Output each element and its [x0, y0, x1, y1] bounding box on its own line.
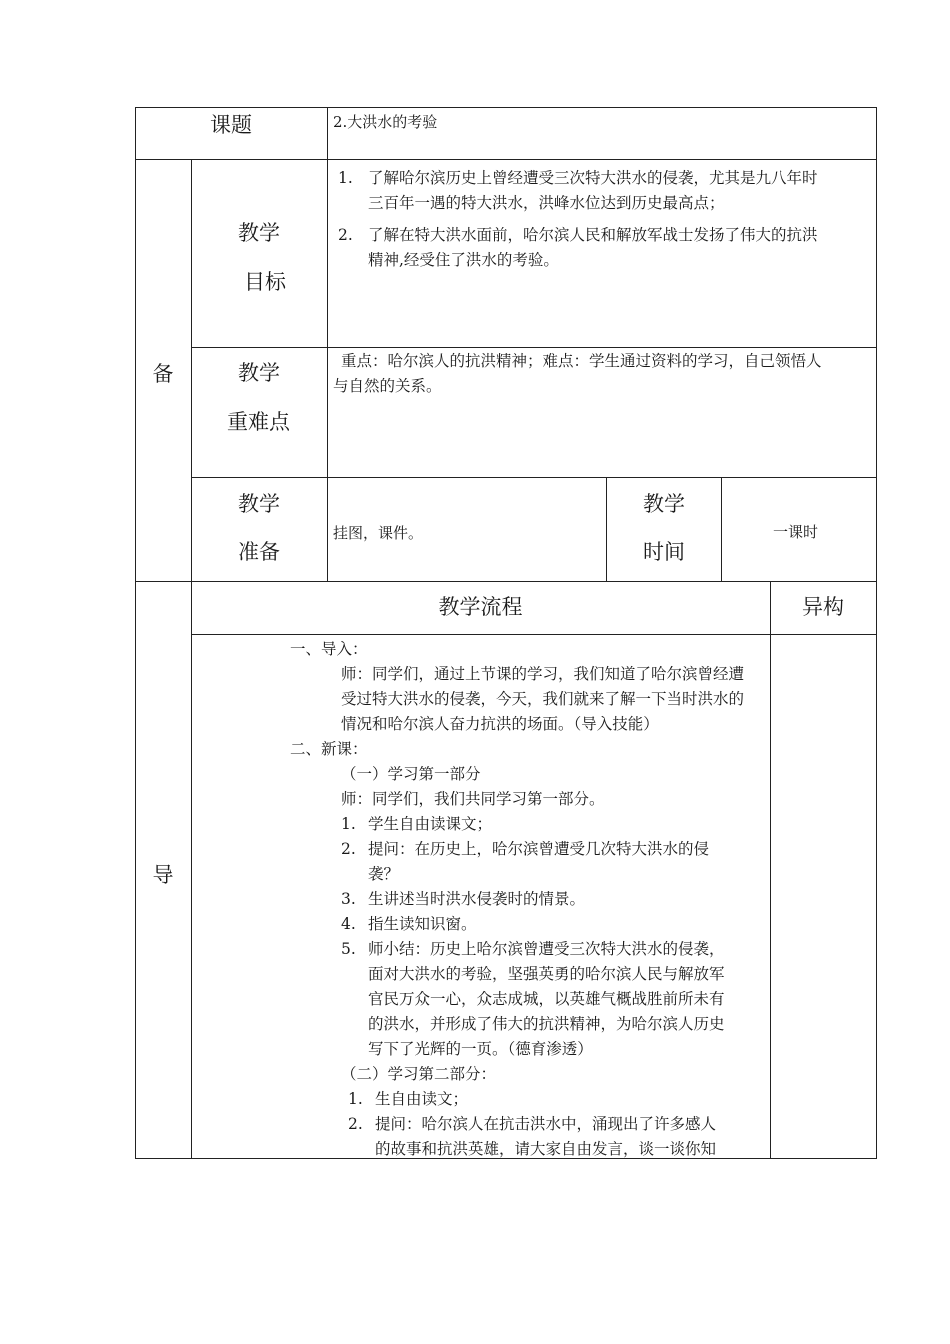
section-1-title: 一、导入：	[290, 640, 368, 658]
section-1-line: 受过特大洪水的侵袭，今天，我们就来了解一下当时洪水的	[341, 690, 745, 708]
list-item	[348, 1087, 468, 1112]
list-line: 提问：哈尔滨人在抗击洪水中，涌现出了许多感人	[375, 1115, 717, 1133]
time-value: 一课时	[773, 523, 819, 541]
list-line: 指生读知识窗。	[368, 915, 477, 933]
list-line: 的故事和抗洪英雄，请大家自由发言，谈一谈你知	[375, 1140, 717, 1158]
table-border-right	[876, 107, 877, 1159]
list-item	[341, 887, 585, 912]
goal-line: 精神,经受住了洪水的考验。	[368, 251, 559, 269]
goal-item	[338, 166, 818, 216]
divider-time-mid	[721, 477, 722, 582]
time-label-line2: 时间	[643, 540, 685, 564]
divider-flow-header-bottom	[191, 634, 877, 635]
prepare-label-line1: 教学	[238, 492, 280, 516]
flow-header: 教学流程	[438, 595, 523, 619]
divider-topic-vertical	[327, 107, 328, 159]
divider-prep-side	[191, 159, 192, 1159]
goals-label-line1: 教学	[238, 221, 280, 245]
goals-label-line2: 目标	[244, 270, 286, 294]
list-item	[341, 837, 709, 887]
goal-item	[338, 223, 818, 273]
part-1-intro: 师：同学们，我们共同学习第一部分。	[341, 790, 605, 808]
key-label-line1: 教学	[238, 361, 280, 385]
divider-prep-label	[327, 159, 328, 582]
alt-header: 异构	[802, 595, 844, 619]
table-border-left	[135, 107, 136, 1159]
table-border-top	[135, 107, 877, 108]
section-2-title: 二、新课：	[290, 740, 368, 758]
list-number: 4.	[341, 915, 356, 933]
topic-label: 课题	[210, 113, 252, 137]
list-number: 2.	[341, 840, 356, 858]
list-item	[341, 912, 477, 937]
part-2-title: （二）学习第二部分：	[341, 1065, 497, 1083]
key-points-line: 与自然的关系。	[333, 377, 442, 395]
topic-value: 2.大洪水的考验	[333, 113, 438, 131]
goal-line: 了解在特大洪水面前，哈尔滨人民和解放军战士发扬了伟大的抗洪	[368, 226, 818, 244]
goal-line: 三百年一遇的特大洪水，洪峰水位达到历史最高点；	[368, 194, 725, 212]
prepare-label-line2: 准备	[238, 540, 280, 564]
list-line: 袭？	[368, 865, 400, 883]
list-line: 写下了光辉的一页。（德育渗透）	[368, 1040, 593, 1058]
divider-prepare-mid	[606, 477, 607, 582]
list-line: 的洪水，并形成了伟大的抗洪精神，为哈尔滨人历史	[368, 1015, 725, 1033]
list-item	[348, 1112, 716, 1162]
list-line: 生自由读文；	[375, 1090, 469, 1108]
list-number: 3.	[341, 890, 356, 908]
key-points-line: 重点：哈尔滨人的抗洪精神；难点：学生通过资料的学习，自己领悟人	[341, 352, 822, 370]
prep-side-label: 备	[152, 362, 174, 386]
list-number: 2.	[348, 1115, 363, 1133]
list-line: 生讲述当时洪水侵袭时的情景。	[368, 890, 586, 908]
list-line: 官民万众一心，众志成城，以英雄气概战胜前所未有	[368, 990, 725, 1008]
list-number: 1.	[348, 1090, 363, 1108]
section-1-line: 师：同学们，通过上节课的学习，我们知道了哈尔滨曾经遭	[341, 665, 745, 683]
list-item	[341, 812, 492, 837]
list-number: 5.	[341, 940, 356, 958]
goal-line: 了解哈尔滨历史上曾经遭受三次特大洪水的侵袭，尤其是九八年时	[368, 169, 818, 187]
guide-side-label: 导	[152, 863, 174, 887]
key-label-line2: 重难点	[227, 410, 290, 434]
divider-prep-bottom	[135, 581, 877, 582]
list-item	[341, 937, 725, 1062]
divider-topic-bottom	[135, 159, 877, 160]
goal-number: 1.	[338, 169, 353, 187]
list-number: 1.	[341, 815, 356, 833]
divider-goals-bottom	[191, 347, 877, 348]
list-line: 学生自由读课文；	[368, 815, 493, 833]
list-line: 提问：在历史上，哈尔滨曾遭受几次特大洪水的侵	[368, 840, 710, 858]
time-label-line1: 教学	[643, 492, 685, 516]
part-1-title: （一）学习第一部分	[341, 765, 481, 783]
list-line: 师小结：历史上哈尔滨曾遭受三次特大洪水的侵袭，	[368, 940, 725, 958]
prepare-value: 挂图，课件。	[333, 524, 424, 542]
divider-key-bottom	[191, 477, 877, 478]
goal-number: 2.	[338, 226, 353, 244]
divider-flow-alt	[770, 581, 771, 1159]
section-1-line: 情况和哈尔滨人奋力抗洪的场面。（导入技能）	[341, 715, 659, 733]
list-line: 面对大洪水的考验，坚强英勇的哈尔滨人民与解放军	[368, 965, 725, 983]
